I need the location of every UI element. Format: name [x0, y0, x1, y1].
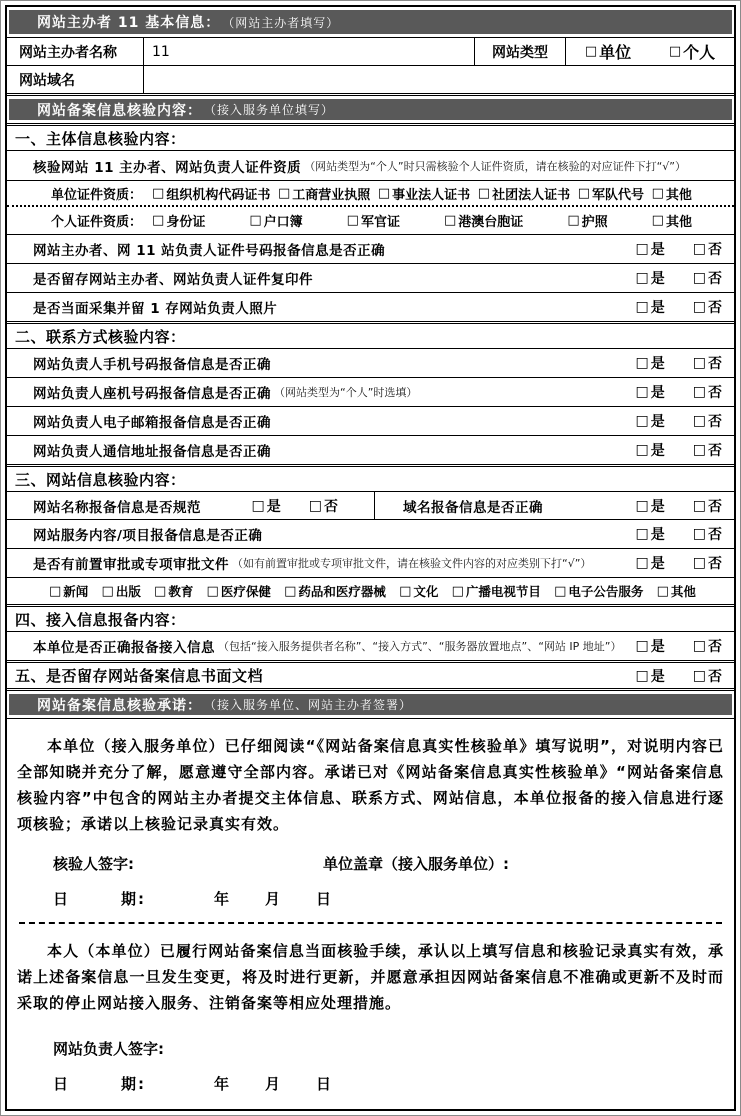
checkbox-icon: □ — [692, 384, 706, 400]
owner-date-line: 日 期: 年 月 日 — [53, 1075, 334, 1093]
domain-value-field[interactable] — [144, 66, 734, 93]
option-label: 社团法人证书 — [492, 187, 571, 203]
section4-title: 四、接入信息报备内容： — [15, 610, 186, 629]
yes-no-group — [636, 553, 722, 573]
checkbox-icon: □ — [346, 213, 359, 228]
option-label: 药品和医疗器械 — [298, 584, 386, 599]
yes-checkbox[interactable] — [636, 268, 665, 288]
promise-header-note: （接入服务单位、网站主办者签署） — [204, 698, 413, 712]
option-label: 工商营业执照 — [292, 187, 371, 203]
owner-info-header-title: 网站主办者 11 基本信息： — [37, 15, 221, 31]
yes-label: 是 — [650, 242, 665, 258]
yes-no-group — [636, 496, 722, 516]
checkbox-icon: □ — [635, 638, 649, 654]
dashed-divider — [19, 922, 722, 924]
checkbox-icon: □ — [635, 667, 649, 684]
yes-label: 是 — [650, 356, 665, 372]
checkbox-icon: □ — [635, 526, 649, 542]
no-label: 否 — [708, 443, 722, 459]
yes-checkbox[interactable] — [636, 297, 665, 317]
option-label: 其他 — [665, 215, 692, 230]
section5-title: 五、是否留存网站备案信息书面文档 — [15, 667, 264, 685]
section5-row — [7, 660, 734, 688]
checkbox-icon: □ — [635, 241, 649, 257]
checkbox-icon: □ — [692, 442, 706, 458]
no-checkbox[interactable] — [693, 239, 722, 259]
checkbox-icon: □ — [692, 667, 706, 684]
yes-label: 是 — [650, 300, 665, 316]
checkbox-icon: □ — [554, 583, 567, 599]
verifier-sign-label: 核验人签字: — [53, 855, 134, 873]
access-info-question-row — [7, 631, 734, 660]
no-checkbox[interactable] — [693, 666, 722, 686]
website-type-options — [566, 38, 734, 65]
yes-checkbox[interactable] — [636, 636, 665, 656]
no-label: 否 — [708, 356, 722, 372]
owner-info-header-bar — [9, 10, 732, 34]
website-type-unit-label: 单位 — [599, 43, 632, 62]
promise-header-title: 网站备案信息核验承诺： — [37, 697, 202, 714]
owner-name-row — [7, 37, 734, 65]
question-row — [7, 234, 734, 263]
domain-row — [7, 65, 734, 93]
category-option[interactable] — [399, 582, 438, 600]
yes-checkbox[interactable] — [636, 524, 665, 544]
yes-checkbox[interactable] — [636, 239, 665, 259]
personal-cert-option[interactable] — [444, 211, 523, 230]
yes-checkbox[interactable] — [636, 553, 665, 573]
category-option[interactable] — [102, 582, 141, 600]
checkbox-icon: □ — [308, 497, 322, 514]
checkbox-icon: □ — [692, 355, 706, 371]
option-label: 广播电视节目 — [465, 584, 541, 599]
option-label: 身份证 — [166, 215, 206, 230]
personal-cert-option[interactable] — [249, 211, 302, 230]
yes-label: 是 — [650, 639, 665, 655]
no-checkbox[interactable] — [693, 297, 722, 317]
checkbox-icon: □ — [635, 299, 649, 315]
yes-label: 是 — [650, 443, 665, 459]
name-domain-row — [7, 491, 734, 519]
category-option[interactable] — [452, 582, 541, 600]
checkbox-icon: □ — [692, 497, 706, 514]
domain-label: 网站域名 — [7, 66, 144, 93]
checkbox-icon: □ — [692, 413, 706, 429]
no-checkbox[interactable] — [693, 553, 722, 573]
option-label: 出版 — [115, 584, 141, 599]
no-label: 否 — [708, 639, 722, 655]
yes-checkbox[interactable] — [636, 353, 665, 373]
checkbox-icon: □ — [692, 270, 706, 286]
approval-category-row — [7, 577, 734, 604]
checkbox-icon: □ — [651, 185, 664, 201]
yes-checkbox[interactable] — [636, 666, 665, 686]
section1-intro-text: 核验网站 11 主办者、网站负责人证件资质 — [33, 159, 302, 176]
promise-block — [7, 718, 734, 1109]
no-checkbox[interactable] — [693, 382, 722, 402]
option-label: 事业法人证书 — [392, 187, 471, 203]
yes-no-group — [636, 268, 722, 288]
question-note: （网站类型为“个人”时选填） — [274, 386, 418, 399]
no-checkbox[interactable] — [693, 411, 722, 431]
checkbox-icon: □ — [692, 526, 706, 542]
checkbox-icon: □ — [249, 213, 262, 228]
yes-checkbox[interactable] — [636, 411, 665, 431]
yes-checkbox[interactable] — [636, 496, 665, 516]
checkbox-icon: □ — [635, 413, 649, 429]
promise-header-bar — [9, 694, 732, 715]
yes-no-group — [636, 239, 722, 259]
unit-cert-option[interactable] — [152, 184, 270, 203]
checkbox-icon: □ — [377, 185, 391, 201]
question-row — [7, 435, 734, 464]
yes-label: 是 — [650, 556, 665, 572]
question-row — [7, 406, 734, 435]
verifier-sign-line — [53, 853, 724, 874]
no-label: 否 — [708, 556, 722, 572]
checkbox-icon: □ — [635, 384, 649, 400]
section1-intro-row — [7, 150, 734, 180]
yes-no-group — [636, 353, 722, 373]
unit-cert-option[interactable] — [652, 184, 692, 203]
promise-paragraph-1: 本单位（接入服务单位）已仔细阅读“《网站备案信息真实性核验单》填写说明”，对说明内容已全部知晓并充分了解，愿意遵守全部内容。承诺已对《网站备案信息真实性核验单》“网站备案信息核验内容”中包含的网站主办者提交主体信息、联系方式、网站信息，本单位报备的接入信息进行逐项核验；承诺以上核验记录真实有效。 — [17, 737, 724, 833]
promise-header-row — [7, 688, 734, 718]
checkbox-icon: □ — [651, 213, 664, 228]
personal-cert-row — [7, 207, 734, 234]
checkbox-icon: □ — [577, 185, 590, 201]
owner-name-value-field[interactable]: 11 — [152, 43, 170, 60]
question-text: 本单位是否正确报备接入信息 — [33, 640, 215, 656]
checkbox-icon: □ — [251, 497, 265, 514]
question-text: 网站负责人通信地址报备信息是否正确 — [33, 444, 271, 460]
yes-no-group — [636, 411, 722, 431]
question-text: 网站服务内容/项目报备信息是否正确 — [33, 528, 263, 544]
no-checkbox[interactable] — [309, 496, 338, 516]
owner-sign-label: 网站负责人签字: — [53, 1040, 164, 1058]
option-label: 其他 — [665, 187, 692, 203]
question-text: 网站负责人座机号码报备信息是否正确 — [33, 386, 271, 402]
personal-cert-option[interactable] — [347, 211, 400, 230]
yes-no-group — [636, 297, 722, 317]
category-option[interactable] — [554, 582, 643, 600]
option-label: 军官证 — [360, 215, 400, 230]
category-option[interactable] — [657, 582, 696, 600]
no-label: 否 — [708, 498, 722, 515]
option-label: 文化 — [413, 584, 439, 599]
section2-title-row — [7, 321, 734, 348]
section2-title: 二、联系方式核验内容： — [15, 327, 186, 346]
section1-intro-note: （网站类型为“个人”时只需核验个人证件资质，请在核验的对应证件下打“√”） — [304, 159, 686, 173]
option-label: 组织机构代码证书 — [166, 187, 271, 203]
no-label: 否 — [324, 498, 338, 515]
checkbox-icon: □ — [668, 44, 682, 59]
no-label: 否 — [708, 527, 722, 543]
unit-cert-option[interactable] — [478, 184, 570, 203]
no-label: 否 — [708, 271, 722, 287]
promise-paragraph-2: 本人（本单位）已履行网站备案信息当面核验手续，承认以上填写信息和核验记录真实有效，承诺上述备案信息一旦发生变更，将及时进行更新，并愿意承担因网站备案信息不准确或更新不及时而采取的停止网站接入服务、注销备案等相应处理措施。 — [17, 942, 724, 1012]
no-checkbox[interactable] — [693, 524, 722, 544]
owner-name-label: 网站主办者名称 — [7, 38, 144, 65]
yes-checkbox[interactable] — [636, 382, 665, 402]
verifier-date-line: 日 期: 年 月 日 — [53, 890, 334, 908]
question-text: 网站负责人手机号码报备信息是否正确 — [33, 357, 271, 373]
option-label: 护照 — [581, 215, 608, 230]
personal-cert-options — [152, 211, 734, 230]
unit-cert-options — [152, 184, 734, 203]
yes-label: 是 — [650, 414, 665, 430]
personal-cert-option[interactable] — [652, 211, 692, 230]
yes-no-group — [252, 496, 338, 516]
category-option[interactable] — [154, 582, 193, 600]
yes-no-group — [636, 440, 722, 460]
checkbox-icon: □ — [692, 241, 706, 257]
question-row — [7, 292, 734, 321]
yes-no-group — [636, 666, 722, 686]
option-label: 教育 — [168, 584, 194, 599]
question-note: （包括“接入服务提供者名称”、“接入方式”、“服务器放置地点”、“网站 IP 地址”） — [218, 640, 622, 653]
checkbox-icon: □ — [206, 583, 219, 599]
question-row — [7, 548, 734, 577]
unit-cert-row — [7, 180, 734, 207]
checkbox-icon: □ — [584, 44, 598, 59]
checkbox-icon: □ — [635, 555, 649, 571]
no-checkbox[interactable] — [693, 353, 722, 373]
section3-title-row — [7, 464, 734, 491]
checkbox-icon: □ — [284, 583, 297, 599]
checkbox-icon: □ — [656, 583, 669, 599]
no-checkbox[interactable] — [693, 440, 722, 460]
unit-cert-option[interactable] — [378, 184, 470, 203]
website-type-unit-checkbox[interactable] — [585, 40, 631, 63]
option-label: 新闻 — [63, 584, 89, 599]
no-label: 否 — [708, 414, 722, 430]
question-row — [7, 348, 734, 377]
yes-checkbox[interactable] — [252, 496, 281, 516]
yes-no-group — [636, 382, 722, 402]
approval-category-options — [49, 582, 734, 600]
checkbox-icon: □ — [49, 583, 62, 599]
site-name-question-cell — [7, 492, 375, 519]
section1-title: 一、主体信息核验内容： — [15, 129, 186, 148]
yes-label: 是 — [650, 271, 665, 287]
no-checkbox[interactable] — [693, 636, 722, 656]
checkbox-icon: □ — [444, 213, 457, 228]
checkbox-icon: □ — [692, 299, 706, 315]
checkbox-icon: □ — [635, 355, 649, 371]
checkbox-icon: □ — [635, 442, 649, 458]
checkbox-icon: □ — [399, 583, 412, 599]
yes-no-group — [636, 636, 722, 656]
owner-info-header-row — [7, 7, 734, 37]
option-label: 电子公告服务 — [568, 584, 644, 599]
checkbox-icon: □ — [635, 497, 649, 514]
question-row — [7, 377, 734, 406]
section1-title-row — [7, 123, 734, 150]
no-label: 否 — [708, 242, 722, 258]
personal-cert-option[interactable] — [567, 211, 607, 230]
question-text: 是否留存网站主办者、网站负责人证件复印件 — [33, 272, 313, 288]
section3-title: 三、网站信息核验内容： — [15, 470, 186, 489]
question-text: 域名报备信息是否正确 — [403, 499, 543, 516]
category-option[interactable] — [49, 582, 88, 600]
domain-question-cell — [375, 492, 734, 519]
checkbox-icon: □ — [451, 583, 464, 599]
checkbox-icon: □ — [152, 213, 165, 228]
checkbox-icon: □ — [477, 185, 491, 201]
no-label: 否 — [708, 300, 722, 316]
checkbox-icon: □ — [101, 583, 114, 599]
yes-label: 是 — [650, 668, 665, 685]
option-label: 户口簿 — [263, 215, 303, 230]
question-row — [7, 519, 734, 548]
website-type-personal-checkbox[interactable] — [669, 40, 715, 63]
checkbox-icon: □ — [154, 583, 167, 599]
owner-info-header-note: （网站主办者填写） — [222, 15, 340, 30]
no-label: 否 — [708, 385, 722, 401]
yes-label: 是 — [650, 498, 665, 515]
checkbox-icon: □ — [152, 185, 165, 201]
yes-checkbox[interactable] — [636, 440, 665, 460]
yes-label: 是 — [266, 498, 281, 515]
question-row — [7, 263, 734, 292]
yes-label: 是 — [650, 385, 665, 401]
option-label: 军队代号 — [592, 187, 645, 203]
category-option[interactable] — [284, 582, 386, 600]
option-label: 其他 — [670, 584, 696, 599]
website-type-personal-label: 个人 — [683, 43, 716, 62]
form-table — [5, 5, 736, 1111]
question-text: 是否当面采集并留 1 存网站负责人照片 — [33, 301, 278, 317]
no-checkbox[interactable] — [693, 496, 722, 516]
verify-header-row — [7, 93, 734, 123]
checkbox-icon: □ — [692, 638, 706, 654]
question-text: 网站负责人电子邮箱报备信息是否正确 — [33, 415, 271, 431]
category-option[interactable] — [207, 582, 271, 600]
option-label: 港澳台胞证 — [458, 215, 524, 230]
no-label: 否 — [708, 668, 722, 685]
yes-no-group — [636, 524, 722, 544]
unit-cert-option[interactable] — [578, 184, 644, 203]
verify-header-note: （接入服务单位填写） — [204, 103, 335, 117]
question-text: 是否有前置审批或专项审批文件 — [33, 557, 229, 573]
verify-header-title: 网站备案信息核验内容： — [37, 102, 202, 119]
checkbox-icon: □ — [692, 555, 706, 571]
section4-title-row — [7, 604, 734, 631]
personal-cert-label: 个人证件资质： — [51, 215, 143, 230]
personal-cert-option[interactable] — [152, 211, 205, 230]
checkbox-icon: □ — [635, 270, 649, 286]
question-text: 网站名称报备信息是否规范 — [33, 499, 201, 516]
unit-cert-option[interactable] — [278, 184, 370, 203]
option-label: 医疗保健 — [220, 584, 271, 599]
no-checkbox[interactable] — [693, 268, 722, 288]
website-type-label: 网站类型 — [474, 38, 566, 65]
question-text: 网站主办者、网 11 站负责人证件号码报备信息是否正确 — [33, 243, 386, 259]
unit-cert-label: 单位证件资质： — [51, 187, 143, 203]
verify-header-bar — [9, 99, 732, 120]
checkbox-icon: □ — [277, 185, 291, 201]
unit-seal-label: 单位盖章（接入服务单位）: — [323, 855, 509, 873]
question-note: （如有前置审批或专项审批文件，请在核验文件内容的对应类别下打“√”） — [232, 557, 592, 570]
yes-label: 是 — [650, 527, 665, 543]
checkbox-icon: □ — [567, 213, 580, 228]
